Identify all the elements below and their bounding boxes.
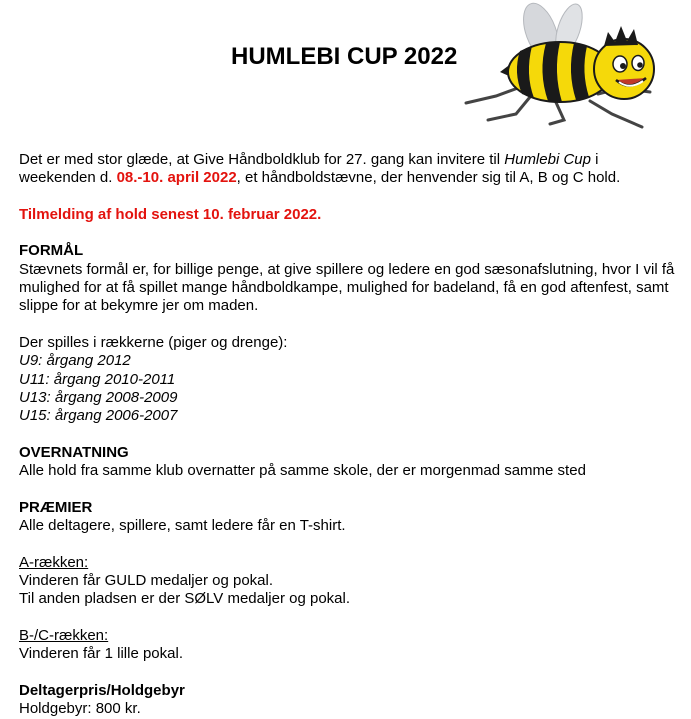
invitation-body xyxy=(19,151,679,718)
bc-row-line-1: Vinderen får 1 lille pokal. xyxy=(19,645,183,663)
cup-name: Humlebi Cup xyxy=(504,151,591,168)
a-row-line-2: Til anden pladsen er der SØLV medaljer og pokal. xyxy=(19,590,351,608)
intro-paragraph: Det er med stor glæde, at Give Håndboldklub for 27. gang kan invitere til Humlebi Cup i weekenden d. 08.-10. april 2022, et håndboldstævne, der henvender sig til A, B og C hold. xyxy=(19,151,621,187)
age-group-u13: U13: årgang 2008-2009 xyxy=(19,388,178,406)
age-group-u15: U15: årgang 2006-2007 xyxy=(19,407,178,425)
age-group-u9: U9: årgang 2012 xyxy=(19,352,131,370)
page-title: HUMLEBI CUP 2022 xyxy=(231,43,458,70)
fee-text: Holdgebyr: 800 kr. xyxy=(19,699,141,717)
prizes-heading: PRÆMIER xyxy=(19,498,93,516)
purpose-heading: FORMÅL xyxy=(19,242,84,260)
accommodation-heading: OVERNATNING xyxy=(19,443,129,461)
rows-intro: Der spilles i rækkerne (piger og drenge): xyxy=(19,333,288,351)
age-group-u11: U11: årgang 2010-2011 xyxy=(19,370,176,388)
purpose-text: Stævnets formål er, for billige penge, at give spillere og ledere en god sæsonafslutning, hvor I vil få mulighed for at få spillet mange håndboldkampe, mulighed for badeland, få en god aftenfest, samt slippe for at bekymre jer om maden. xyxy=(19,260,675,315)
accommodation-text: Alle hold fra samme klub overnatter på samme skole, der er morgenmad samme sted xyxy=(19,462,586,480)
prizes-text: Alle deltagere, spillere, samt ledere får en T-shirt. xyxy=(19,516,346,534)
a-row-line-1: Vinderen får GULD medaljer og pokal. xyxy=(19,571,274,589)
bc-row-heading: B-/C-rækken: xyxy=(19,626,109,644)
a-row-heading: A-rækken: xyxy=(19,553,89,571)
registration-deadline: Tilmelding af hold senest 10. februar 2022. xyxy=(19,205,322,223)
event-dates: 08.-10. april 2022 xyxy=(116,169,237,187)
bee-mascot-icon xyxy=(458,2,664,132)
fee-heading: Deltagerpris/Holdgebyr xyxy=(19,681,185,699)
